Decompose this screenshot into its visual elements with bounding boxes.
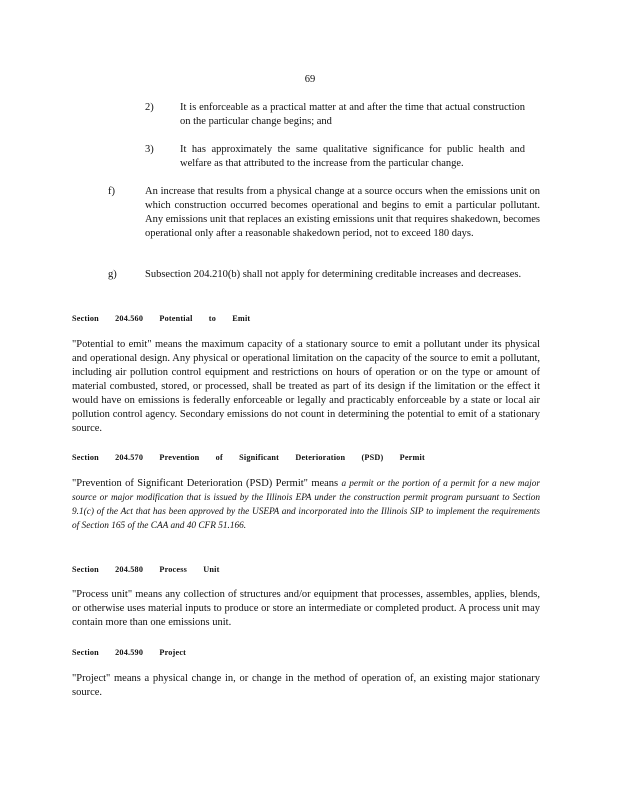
section-heading: Section 204.560 Potential to Emit [72, 314, 251, 323]
definition-text: a permit or the portion of a permit for a new major source or major modification that is issued by the Illinois EPA under the construction permit program pursuant to Section 9.1(c) of the Act that has been approved by the USEPA and incorporated into the Illinois SIP to implement the requirements of Section 165 of the CAA and 40 CFR 51.166. [72, 479, 540, 531]
list-marker: 2) [145, 102, 154, 113]
list-marker: g) [108, 269, 117, 280]
list-item-text: Subsection 204.210(b) shall not apply for determining creditable increases and decreases. [145, 269, 522, 280]
section-body [72, 477, 540, 533]
definition-lead: "Prevention of Significant Deterioration (PSD) Permit" means [72, 478, 339, 489]
list-item-text: It has approximately the same qualitative significance for public health and welfare as that attributed to the increase from the particular change. [180, 144, 525, 169]
list-item-text: It is enforceable as a practical matter at and after the time that actual construction on the particular change begins; and [180, 102, 525, 127]
section-heading: Section 204.570 Prevention of Significant Deterioration (PSD) Permit [72, 453, 425, 462]
section-body: "Process unit" means any collection of structures and/or equipment that processes, assembles, applies, blends, or otherwise uses material inputs to produce or store an intermediate or completed product. A process unit may contain more than one emissions unit. [72, 589, 540, 628]
section-heading: Section 204.590 Project [72, 648, 187, 657]
section-body: "Project" means a physical change in, or change in the method of operation of, an existing major stationary source. [72, 673, 540, 698]
section-heading: Section 204.580 Process Unit [72, 565, 220, 574]
section-body: "Potential to emit" means the maximum capacity of a stationary source to emit a pollutant under its physical and operational design. Any physical or operational limitation on the capacity of the source to emit a pollutant, including air pollution control equipment and restrictions on hours of operation or on the type or amount of material combusted, stored, or processed, shall be treated as part of its design if the limitation or the effect it would have on emissions is federally enforceable or legally and practicably enforceable by a state or local air pollution control agency. Secondary emissions do not count in determining the potential to emit of a stationary source. [72, 339, 540, 434]
page-number: 69 [304, 74, 316, 85]
list-item-text: An increase that results from a physical change at a source occurs when the emissions unit on which construction occurred becomes operational and begins to emit a particular pollutant. Any emissions unit that replaces an existing emissions unit that requires shakedown, becomes operational only after a reasonable shakedown period, not to exceed 180 days. [145, 186, 540, 239]
list-marker: 3) [145, 144, 154, 155]
list-marker: f) [108, 186, 115, 197]
